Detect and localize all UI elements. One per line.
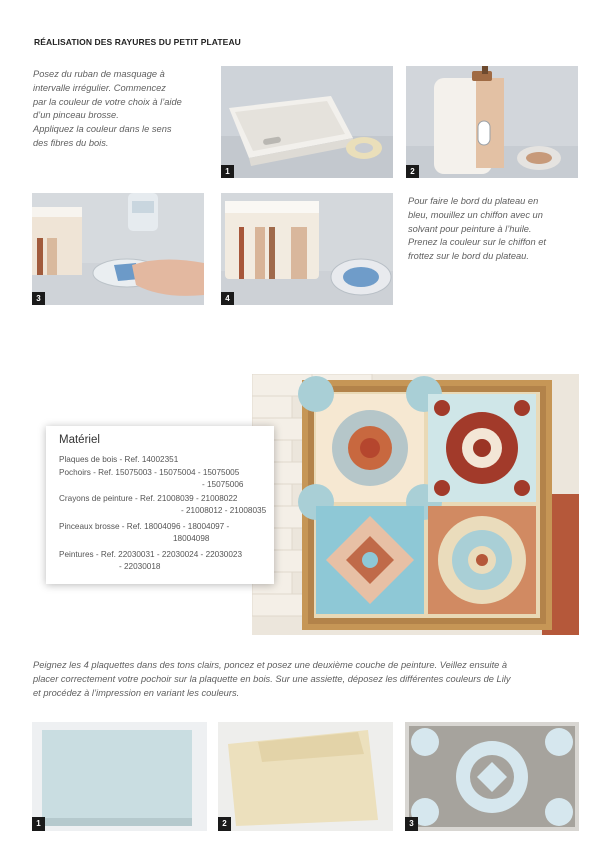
- tiled-tray-image: [252, 374, 579, 635]
- step-text-2-line: Prenez la couleur sur le chiffon et: [408, 237, 546, 248]
- cream-plaque-image: [218, 722, 393, 831]
- materiel-card: [46, 426, 274, 584]
- materiel-line: Crayons de peinture - Ref. 21008039 - 21008022: [59, 494, 238, 503]
- materiel-line: - 15075006: [202, 479, 244, 489]
- step-text-1-line: d’un pinceau brosse.: [33, 110, 119, 121]
- tray-masking-tape-image: [221, 66, 393, 178]
- materiel-line: - 21008012 - 21008035: [181, 505, 267, 515]
- step-text-1-line: Posez du ruban de masquage à: [33, 69, 165, 79]
- light-blue-plaque-image: [32, 722, 207, 831]
- bottom-photo-3: [405, 722, 579, 831]
- materiel-item: [59, 493, 269, 517]
- bottom-instructions-line: et procédez à l’impression en variant les couleurs.: [33, 687, 240, 698]
- materiel-line: Peintures - Ref. 22030031 - 22030024 - 22030023: [59, 550, 242, 559]
- step-photo-4: [221, 193, 393, 305]
- materiel-item: [59, 467, 269, 491]
- stencil-plaque-image: [405, 722, 579, 831]
- step-number-badge: 2: [218, 817, 231, 831]
- step-photo-1: [221, 66, 393, 178]
- materiel-line: 18004098: [173, 533, 210, 543]
- step-text-1: [33, 68, 218, 151]
- step-text-2-line: frottez sur le bord du plateau.: [408, 251, 529, 262]
- step-number-badge: 2: [406, 165, 419, 178]
- bottom-instructions: [33, 659, 583, 700]
- step-text-2-line: Pour faire le bord du plateau en: [408, 196, 539, 206]
- step-number-badge: 1: [32, 817, 45, 831]
- materiel-item: [59, 454, 178, 466]
- step-text-1-line: par la couleur de votre choix à l’aide: [33, 96, 182, 107]
- step-number-badge: 3: [405, 817, 418, 831]
- bottom-photo-1: [32, 722, 207, 831]
- materiel-item: [59, 549, 274, 573]
- bottom-instructions-line: Peignez les 4 plaquettes dans des tons clairs, poncez et posez une deuxième couche de peinture. Veillez ensuite à: [33, 660, 508, 670]
- step-text-1-line: des fibres du bois.: [33, 137, 109, 148]
- painting-stripe-image: [406, 66, 578, 178]
- bottom-photo-2: [218, 722, 393, 831]
- step-number-badge: 1: [221, 165, 234, 178]
- step-photo-2: [406, 66, 578, 178]
- step-text-1-line: intervalle irrégulier. Commencez: [33, 82, 166, 93]
- materiel-title: Matériel: [59, 434, 100, 446]
- materiel-item: [59, 521, 269, 545]
- step-text-2-line: bleu, mouillez un chiffon avec un: [408, 209, 543, 220]
- step-number-badge: 4: [221, 292, 234, 305]
- bottom-instructions-line: placer correctement votre pochoir sur la plaquette en bois. Sur une assiette, déposez les différentes couleurs de Lily: [33, 673, 511, 684]
- section-heading: RÉALISATION DES RAYURES DU PETIT PLATEAU: [34, 37, 241, 47]
- striped-box-image: [221, 193, 393, 305]
- materiel-line: Plaques de bois - Ref. 14002351: [59, 455, 179, 464]
- tiled-tray-photo: [252, 374, 579, 635]
- step-photo-3: [32, 193, 204, 305]
- step-text-2-line: solvant pour peinture à l’huile.: [408, 223, 532, 234]
- rubbing-paint-image: [32, 193, 204, 305]
- step-text-2: [408, 195, 593, 264]
- step-text-1-line: Appliquez la couleur dans le sens: [33, 124, 172, 135]
- materiel-line: Pinceaux brosse - Ref. 18004096 - 18004097 -: [59, 522, 230, 531]
- materiel-line: - 22030018: [119, 561, 161, 571]
- step-number-badge: 3: [32, 292, 45, 305]
- materiel-line: Pochoirs - Ref. 15075003 - 15075004 - 15075005: [59, 468, 240, 477]
